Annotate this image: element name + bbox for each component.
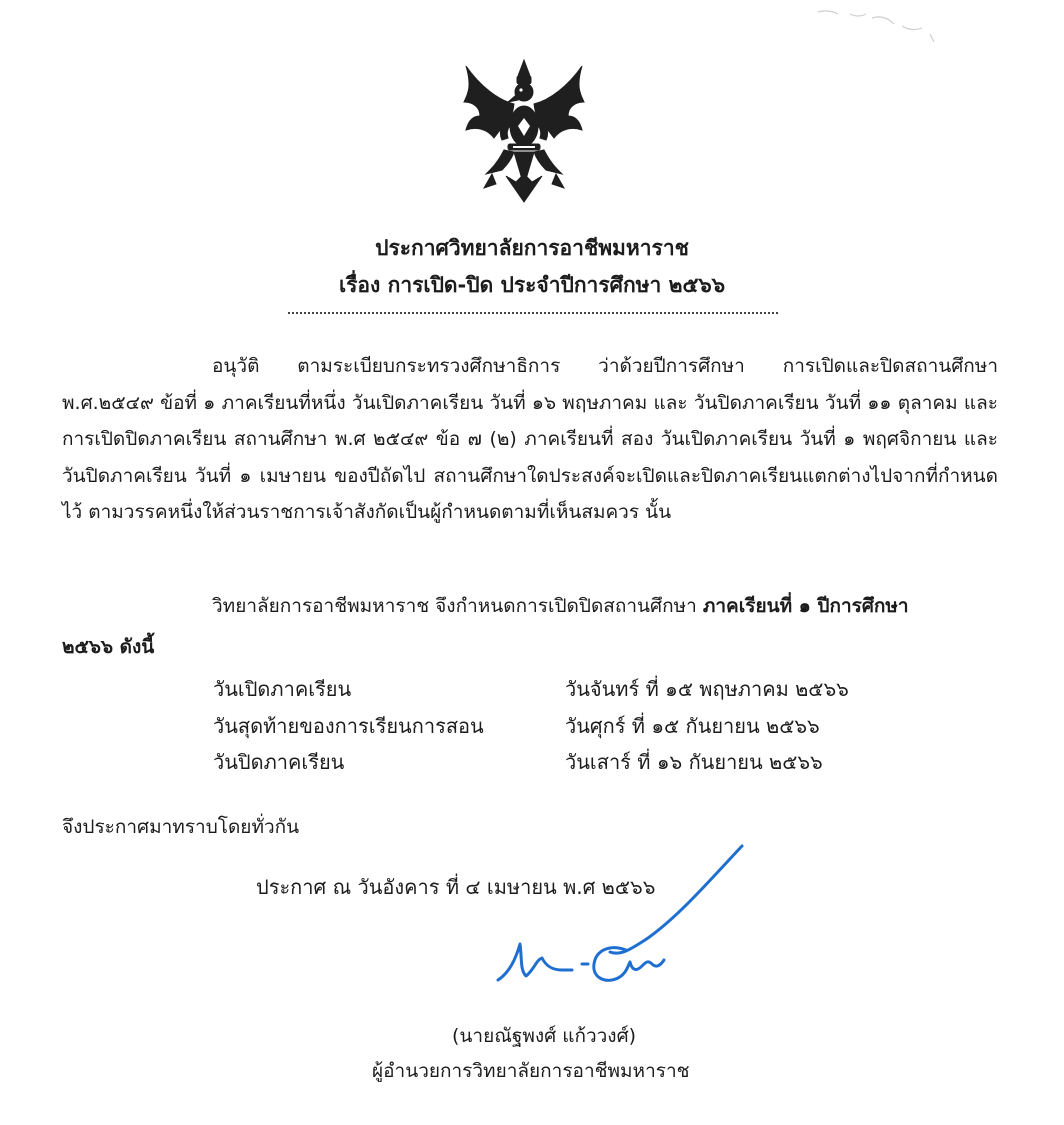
body-paragraph-2	[62, 588, 998, 625]
garuda-emblem-icon	[458, 56, 590, 206]
signer-position: ผู้อำนวยการวิทยาลัยการอาชีพมหาราช	[372, 1060, 690, 1082]
schedule-date: วันเสาร์ ที่ ๑๖ กันยายน ๒๕๖๖	[565, 750, 823, 774]
dotted-divider	[288, 312, 778, 314]
paragraph-2-intro: วิทยาลัยการอาชีพมหาราช จึงกำหนดการเปิดปิดสถานศึกษา	[212, 595, 703, 617]
closing-line: จึงประกาศมาทราบโดยทั่วกัน	[62, 816, 300, 838]
paragraph-1-text: อนุวัติ ตามระเบียบกระทรวงศึกษาธิการ ว่าด้วยปีการศึกษา การเปิดและปิดสถานศึกษา พ.ศ.๒๕๔๙ ข้อที่ ๑ ภาคเรียนที่หนึ่ง วันเปิดภาคเรียน วันที่ ๑๖ พฤษภาคม และ วันปิดภาคเรียน วันที่ ๑๑ ตุลาคม และการเปิดปิดภาคเรียน สถานศึกษา พ.ศ ๒๕๔๙ ข้อ ๗ (๒) ภาคเรียนที่ สอง วันเปิดภาคเรียน วันที่ ๑ พฤศจิกายน และวันปิดภาคเรียน วันที่ ๑ เมษายน ของปีถัดไป สถานศึกษาใดประสงค์จะเปิดและปิดภาคเรียนแตกต่างไปจากที่กำหนดไว้ ตามวรรคหนึ่งให้ส่วนราชการเจ้าสังกัดเป็นผู้กำหนดตามที่เห็นสมควร นั้น	[62, 355, 998, 523]
body-paragraph-1	[62, 348, 998, 531]
schedule-label: วันสุดท้ายของการเรียนการสอน	[213, 714, 484, 738]
paragraph-2-year: ๒๕๖๖ ดังนี้	[62, 636, 155, 658]
announcement-date: ประกาศ ณ วันอังคาร ที่ ๔ เมษายน พ.ศ ๒๕๖๖	[256, 875, 656, 899]
paragraph-2-semester: ภาคเรียนที่ ๑ ปีการศึกษา	[702, 595, 909, 617]
schedule-date: วันศุกร์ ที่ ๑๕ กันยายน ๒๕๖๖	[565, 714, 820, 738]
paragraph-2-text	[62, 588, 998, 625]
scan-noise	[810, 4, 950, 54]
signer-name: (นายณัฐพงศ์ แก้ววงศ์)	[452, 1025, 637, 1047]
announcement-title: ประกาศวิทยาลัยการอาชีพมหาราช	[375, 236, 689, 260]
signature-icon	[470, 840, 750, 1010]
schedule-label: วันปิดภาคเรียน	[213, 750, 345, 774]
schedule-label: วันเปิดภาคเรียน	[213, 677, 352, 701]
announcement-subject: เรื่อง การเปิด-ปิด ประจำปีการศึกษา ๒๕๖๖	[338, 273, 726, 297]
schedule-date: วันจันทร์ ที่ ๑๕ พฤษภาคม ๒๕๖๖	[565, 677, 849, 701]
